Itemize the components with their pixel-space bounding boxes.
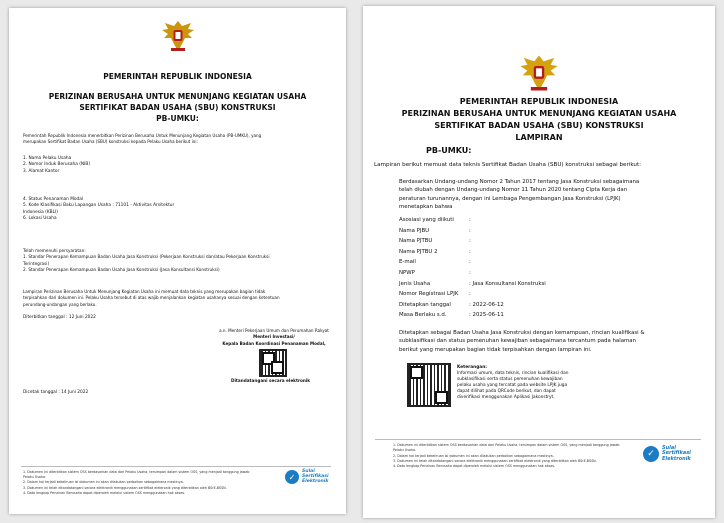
data-row-valid-until (399, 310, 546, 321)
footnote-line: 4. Data lengkap Perizinan Berusaha dapat diperoleh melalui sistem OSS menggunakan hak akses. (393, 464, 556, 469)
designation-line: subklasifikasi dan status pemenuhan kewajiban sebagaimana tercantum pada halaman (399, 338, 636, 345)
e-certification-badge (285, 470, 329, 484)
legal-basis-line: Berdasarkan Undang-undang Nomor 2 Tahun 2017 tentang Jasa Konstruksi sebagaimana (399, 179, 640, 185)
data-row-set-date (399, 300, 546, 311)
field-business-location: 6. Lokasi Usaha (23, 216, 57, 222)
badge-check-icon: ✓ (285, 470, 299, 484)
designation-line: Ditetapkan sebagai Badan Usaha Jasa Konstruksi dengan kemampuan, rincian kualifikasi & (399, 330, 645, 336)
row-label: Nama PJTBU 2 (399, 248, 438, 255)
issued-date: Diterbitkan tanggal : 12 Juni 2022 (23, 315, 96, 320)
badge-label (302, 470, 329, 484)
badge-label-line: Sertifikasi (302, 473, 329, 479)
legal-basis-paragraph (399, 178, 639, 212)
badge-label-line: Sulai (662, 445, 676, 452)
field-business-name: 1. Nama Pelaku Usaha (23, 156, 72, 161)
doc-title-government: PEMERINTAH REPUBLIK INDONESIA (459, 97, 619, 106)
row-label: Nomor Registrasi LPJK (399, 291, 459, 298)
row-label: Nama PJTBU (399, 238, 433, 245)
data-row-business-type (399, 279, 546, 290)
data-row-pjtbu-2 (399, 247, 546, 258)
row-value: : (469, 291, 471, 298)
field-kbli-label: Indonesia (KBLI) (23, 209, 58, 215)
footnote-line: 2. Dalam hal terjadi kekeliruan isi dokumen ini akan dilakukan perbaikan sebagaimana mestinya. (393, 453, 554, 458)
row-label: Jenis Usaha (399, 280, 431, 287)
row-label: Asosiasi yang diikuti (399, 217, 454, 223)
field-investment-status: 4. Status Penanaman Modal (23, 197, 84, 202)
footer-divider (21, 466, 331, 467)
attachment-intro: Lampiran berikut memuat data teknis Sertifikat Badan Usaha (SBU) konstruksi sebagai berikut: (374, 162, 642, 168)
legal-basis-line: menetapkan bahwa (399, 204, 453, 211)
badge-check-icon: ✓ (643, 446, 659, 462)
attachment-line: terpisahkan dari dokumen ini. Pelaku Usaha tersebut di atas wajib menjalankan kegiatan usahanya sesuai dengan ketentuan (23, 295, 280, 301)
field-list-b (23, 197, 174, 223)
doc-title-pb-umku: PB-UMKU: (426, 146, 472, 155)
badge-label-line: Elektronik (302, 478, 329, 484)
footnote-line: 3. Dokumen ini telah ditandatangani secara elektronik menggunakan sertifikat elektronik yang diterbitkan oleh BSrE-BSSN. (393, 458, 597, 463)
legal-basis-line: telah diubah dengan Undang-undang Nomor 11 Tahun 2020 tentang Cipta Kerja dan (399, 187, 628, 194)
data-row-pjtbu (399, 236, 546, 247)
footnote-line: Pelaku Usaha. (23, 475, 47, 480)
footnotes (23, 470, 250, 496)
row-value: : (469, 217, 471, 223)
e-certification-badge (643, 446, 691, 462)
row-value: : (469, 238, 471, 245)
row-value: : 2022-06-12 (469, 301, 504, 308)
intro-text (23, 133, 261, 146)
footer-divider (375, 439, 701, 440)
footnote-line: Pelaku Usaha. (393, 448, 417, 453)
footnotes (393, 443, 620, 469)
field-list-a (23, 156, 90, 175)
footnote-line: 4. Data lengkap Perizinan Berusaha dapat diperoleh melalui sistem OSS menggunakan hak akses. (23, 490, 186, 495)
row-label: NPWP (399, 269, 415, 276)
footnote-line: 2. Dalam hal terjadi kekeliruan isi dokumen ini akan dilakukan perbaikan sebagaimana mestinya. (23, 480, 184, 485)
signatory-line: Menteri Investasi/ (253, 334, 295, 340)
notes-block (457, 365, 568, 400)
lpjk-qr-code (407, 363, 451, 407)
field-kbli-code: 5. Kode Klasifikasi Baku Lapangan Usaha : 71101 - Aktivitas Arsitektur (23, 203, 175, 209)
doc-title-government: PEMERINTAH REPUBLIK INDONESIA (103, 72, 252, 81)
technical-data-table (399, 215, 546, 321)
notes-line: diverifikasi menggunakan Aplikasi Jakonstryt. (457, 394, 555, 400)
badge-label-line: Elektronik (662, 455, 691, 462)
attachment-line: perundang-undangan yang berlaku. (23, 301, 97, 307)
row-value: : (469, 269, 471, 276)
intro-line: Pemerintah Republik Indonesia menerbitkan Perizinan Berusaha Untuk Menunjang Kegiatan Usaha (PB-UMKU), yang (23, 133, 262, 138)
intro-line: merupakan Sertifikat Badan Usaha (SBU) konstruksi kepada Pelaku Usaha berikut ini: (23, 139, 198, 145)
data-row-npwp (399, 268, 546, 279)
data-row-pjbu (399, 226, 546, 237)
row-label: Nama PJBU (399, 227, 430, 234)
garuda-emblem (519, 52, 559, 94)
row-value: : (469, 259, 471, 266)
requirements-section (23, 248, 270, 273)
doc-title-pb-umku: PB-UMKU: (156, 114, 199, 123)
requirements-heading: Telah memenuhi persyaratan: (23, 248, 86, 253)
designation-line: berikut yang merupakan bagian tidak terpisahkan dengan lampiran ini. (399, 346, 592, 353)
requirement-line: Terintegrasi) (23, 260, 50, 266)
doc-title-lampiran: LAMPIRAN (515, 133, 563, 142)
notes-line: dapat dilihat pada QRCode berikut, dan dapat (457, 388, 556, 394)
doc-title-permit: PERIZINAN BERUSAHA UNTUK MENUNJANG KEGIATAN USAHA (48, 92, 307, 101)
data-row-email (399, 257, 546, 268)
data-row-association (399, 215, 546, 226)
row-value: : (469, 227, 471, 234)
row-value: : (469, 248, 471, 255)
badge-label-line: Sertifikasi (662, 450, 691, 457)
requirement-line: 1. Standar Penerapan Kemampuan Badan Usaha Jasa Konstruksi (Pekerjaan Konstruksi dan/atau Pekerjaan Konstruksi (23, 254, 270, 260)
notes-heading: Keterangan: (457, 365, 487, 370)
doc-title-sbu: SERTIFIKAT BADAN USAHA (SBU) KONSTRUKSI (79, 103, 276, 112)
requirement-line: 2. Standar Penerapan Kemampuan Badan Usaha Jasa Konstruksi (Jasa Konsultansi Konstruksi) (23, 266, 220, 272)
legal-basis-line: peraturan turunannya, dengan ini Lembaga Pengembangan Jasa Konstruksi (LPJK) (399, 195, 621, 202)
garuda-emblem (161, 18, 195, 54)
signature-qr-code (259, 349, 287, 377)
notes-line: subklasifikasi serta status pemenuhan kewajiban (457, 376, 563, 382)
footnote-line: 1. Dokumen ini diterbitkan sistem OSS berdasarkan data dari Pelaku Usaha, tersimpan dalam sistem OSS, yang menjadi tanggung jawab (393, 443, 620, 447)
row-label: Masa Berlaku s.d. (399, 312, 447, 319)
doc-title-sbu: SERTIFIKAT BADAN USAHA (SBU) KONSTRUKSI (434, 121, 644, 130)
designation-paragraph (399, 329, 645, 354)
notes-line: pelaku usaha yang tercatat pada website LPJK juga (457, 382, 568, 388)
certificate-page-left (9, 8, 346, 514)
data-row-lpjk-reg (399, 289, 546, 300)
attachment-line: Lampiran Perizinan Berusaha Untuk Menunjang Kegiatan Usaha ini memuat data teknis yang merupakan bagian tidak (23, 289, 266, 294)
row-value: : Jasa Konsultansi Konstruksi (469, 280, 546, 287)
notes-line: Informasi umum, data teknis, rincian kualifikasi dan (457, 370, 569, 376)
doc-title-permit: PERIZINAN BERUSAHA UNTUK MENUNJANG KEGIATAN USAHA (401, 109, 677, 118)
row-value: : 2025-06-11 (469, 312, 504, 319)
signatory-line: a.n. Menteri Pekerjaan Umum dan Perumahan Rakyat (219, 328, 329, 333)
badge-label-line: Sulai (302, 469, 315, 474)
certificate-page-right (363, 6, 715, 518)
printed-date: Dicetak tanggal : 14 Juni 2022 (23, 390, 89, 395)
field-nib: 2. Nomor Induk Berusaha (NIB) (23, 162, 91, 168)
field-office-address: 3. Alamat Kantor (23, 168, 60, 174)
row-label: Ditetapkan tanggal (399, 301, 451, 308)
attachment-note (23, 289, 280, 308)
footnote-line: 3. Dokumen ini telah ditandatangani secara elektronik menggunakan sertifikat elektronik yang diterbitkan oleh BSrE-BSSN. (23, 485, 227, 490)
footnote-line: 1. Dokumen ini diterbitkan sistem OSS berdasarkan data dari Pelaku Usaha, tersimpan dalam sistem OSS, yang menjadi tanggung jawab (23, 470, 250, 474)
signatory-block (205, 328, 343, 347)
e-signed-note: Ditandatangani secara elektronik (231, 378, 311, 383)
signatory-line: Kepala Badan Koordinasi Penanaman Modal, (222, 340, 326, 346)
badge-label (662, 446, 691, 462)
row-label: E-mail (399, 259, 416, 266)
